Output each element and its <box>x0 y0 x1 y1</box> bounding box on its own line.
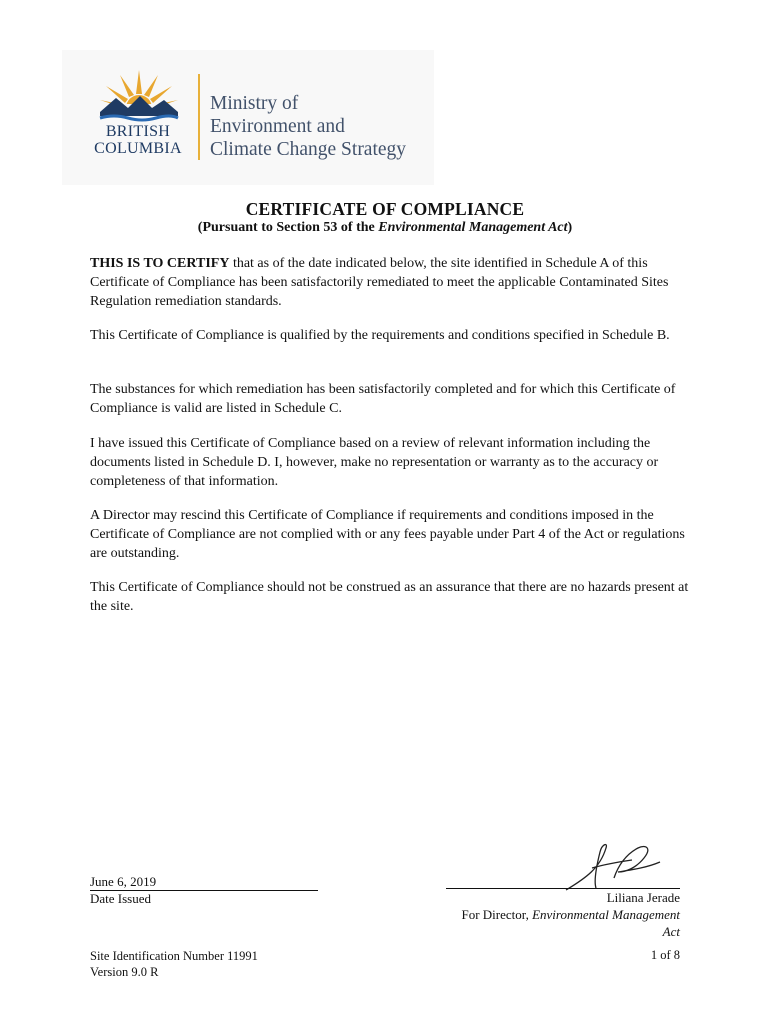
signer-role-prefix: For Director, <box>461 907 533 922</box>
paragraph-no-assurance: This Certificate of Compliance should not be construed as an assurance that there are no hazards present at the site. <box>90 580 689 614</box>
certify-lead: THIS IS TO CERTIFY <box>90 256 230 271</box>
document-title: CERTIFICATE OF COMPLIANCE <box>245 199 525 219</box>
subtitle-act: Environmental Management Act <box>378 220 568 235</box>
signer-role-act: Environmental Management Act <box>532 907 680 939</box>
bc-line2: COLUMBIA <box>94 140 182 157</box>
paragraph-schedule-c: The substances for which remediation has been satisfactorily completed and for which this Certificate of Compliance is valid are listed in Schedule C. <box>90 382 676 416</box>
footer-info <box>90 948 258 980</box>
subtitle-suffix: ) <box>567 220 573 235</box>
logo-divider <box>198 74 200 160</box>
paragraph-schedule-d: I have issued this Certificate of Compliance based on a review of relevant information including the documents listed in Schedule D. I, however, make no representation or warranty as to the accuracy or completeness of that information. <box>90 436 659 489</box>
subtitle-prefix: (Pursuant to Section 53 of the <box>197 220 379 235</box>
date-issued-value: June 6, 2019 <box>90 874 318 891</box>
ministry-line1: Ministry of <box>210 93 299 114</box>
paragraph-certify <box>90 254 690 311</box>
bc-logo-icon <box>94 66 184 126</box>
site-id: Site Identification Number 11991 <box>90 949 258 963</box>
date-issued-label: Date Issued <box>90 891 152 906</box>
ministry-line3: Climate Change Strategy <box>210 139 407 160</box>
paragraph-rescind: A Director may rescind this Certificate of Compliance if requirements and conditions imposed in the Certificate of Compliance are not complied with or any fees payable under Part 4 of the Act or regulations are outstanding. <box>90 508 685 561</box>
signer-name: Liliana Jerade <box>606 890 680 905</box>
signer-role <box>446 906 680 940</box>
signature-line <box>446 874 680 889</box>
paragraph-schedule-b: This Certificate of Compliance is qualified by the requirements and conditions specified in Schedule B. <box>90 328 670 343</box>
document-subtitle <box>0 220 770 236</box>
bc-line1: BRITISH <box>105 123 171 140</box>
bc-wordmark <box>88 123 188 157</box>
page-number: 1 of 8 <box>650 948 680 962</box>
date-block <box>90 874 318 907</box>
ministry-name <box>210 92 406 161</box>
ministry-line2: Environment and <box>210 116 345 137</box>
signer-block <box>446 874 680 940</box>
version: Version 9.0 R <box>90 965 159 979</box>
certify-text: that as of the date indicated below, the site identified in Schedule A of this Certificate of Compliance has been satisfactorily remediated to meet the applicable Contaminated Sites Regulation remediation standards. <box>90 256 669 309</box>
